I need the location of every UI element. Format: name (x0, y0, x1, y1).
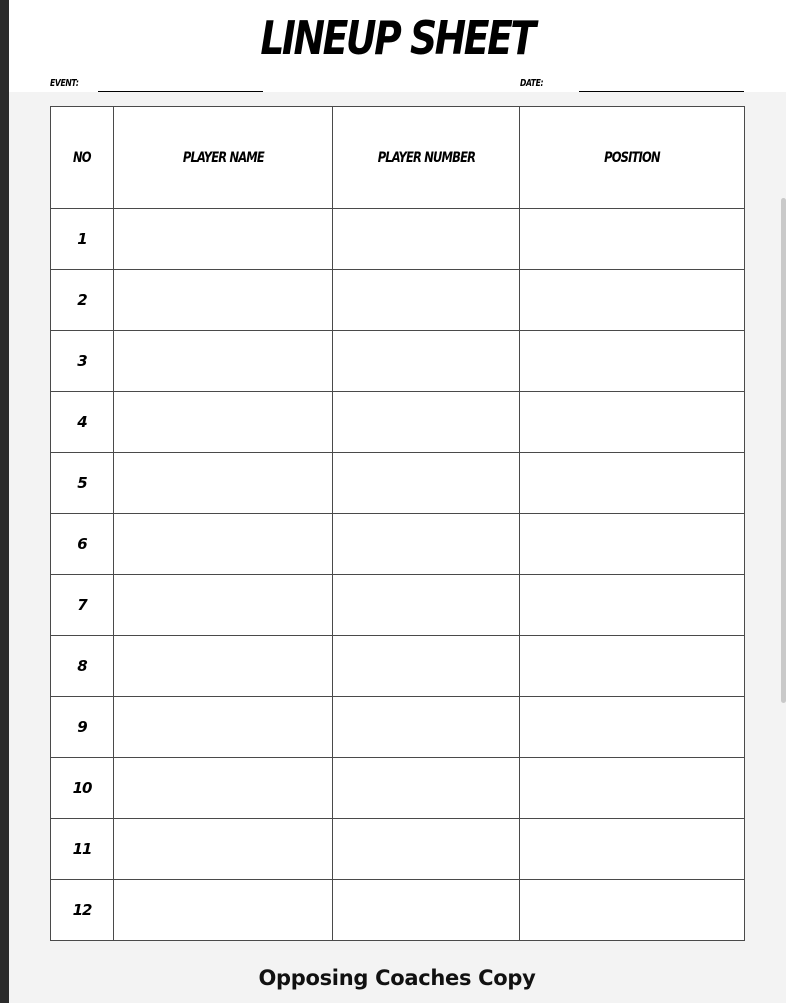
table-row (51, 209, 745, 270)
player-number-cell[interactable] (333, 270, 520, 331)
table-row (51, 514, 745, 575)
row-number: 9 (51, 697, 114, 758)
position-cell[interactable] (520, 514, 745, 575)
player-number-cell[interactable] (333, 331, 520, 392)
header-player-number: PLAYER NUMBER (333, 107, 520, 209)
window-frame-right (786, 0, 794, 1003)
player-number-cell[interactable] (333, 453, 520, 514)
player-name-cell[interactable] (114, 209, 333, 270)
position-cell[interactable] (520, 880, 745, 941)
position-cell[interactable] (520, 636, 745, 697)
player-number-cell[interactable] (333, 880, 520, 941)
header-player-name: PLAYER NAME (114, 107, 333, 209)
header-no: NO (51, 107, 114, 209)
table-row (51, 392, 745, 453)
position-cell[interactable] (520, 331, 745, 392)
row-number: 3 (51, 331, 114, 392)
row-number: 12 (51, 880, 114, 941)
event-field-line[interactable] (98, 91, 263, 92)
table-row (51, 758, 745, 819)
row-number: 1 (51, 209, 114, 270)
date-field-line[interactable] (579, 91, 744, 92)
player-number-cell[interactable] (333, 697, 520, 758)
table-header-row (51, 107, 745, 209)
player-name-cell[interactable] (114, 697, 333, 758)
table-row (51, 697, 745, 758)
player-name-cell[interactable] (114, 514, 333, 575)
player-name-cell[interactable] (114, 575, 333, 636)
table-row (51, 819, 745, 880)
player-name-cell[interactable] (114, 636, 333, 697)
row-number: 10 (51, 758, 114, 819)
player-number-cell[interactable] (333, 392, 520, 453)
event-label: EVENT: (50, 78, 79, 89)
player-name-cell[interactable] (114, 758, 333, 819)
row-number: 5 (51, 453, 114, 514)
table-row (51, 331, 745, 392)
table-row (51, 636, 745, 697)
footer-caption: Opposing Coaches Copy (258, 966, 536, 990)
row-number: 4 (51, 392, 114, 453)
player-name-cell[interactable] (114, 880, 333, 941)
row-number: 7 (51, 575, 114, 636)
player-name-cell[interactable] (114, 819, 333, 880)
player-name-cell[interactable] (114, 331, 333, 392)
table-row (51, 575, 745, 636)
table-row (51, 270, 745, 331)
row-number: 8 (51, 636, 114, 697)
player-name-cell[interactable] (114, 270, 333, 331)
player-number-cell[interactable] (333, 758, 520, 819)
row-number: 11 (51, 819, 114, 880)
header-position: POSITION (520, 107, 745, 209)
player-name-cell[interactable] (114, 453, 333, 514)
player-number-cell[interactable] (333, 209, 520, 270)
position-cell[interactable] (520, 819, 745, 880)
position-cell[interactable] (520, 270, 745, 331)
scrollbar-thumb[interactable] (781, 198, 786, 703)
row-number: 6 (51, 514, 114, 575)
lineup-table (50, 106, 745, 941)
position-cell[interactable] (520, 758, 745, 819)
row-number: 2 (51, 270, 114, 331)
player-name-cell[interactable] (114, 392, 333, 453)
player-number-cell[interactable] (333, 636, 520, 697)
page-title: LINEUP SHEET (260, 11, 534, 65)
player-number-cell[interactable] (333, 575, 520, 636)
player-number-cell[interactable] (333, 819, 520, 880)
table-row (51, 453, 745, 514)
position-cell[interactable] (520, 697, 745, 758)
position-cell[interactable] (520, 453, 745, 514)
window-frame-left (0, 0, 9, 1003)
position-cell[interactable] (520, 209, 745, 270)
position-cell[interactable] (520, 575, 745, 636)
table-row (51, 880, 745, 941)
date-label: DATE: (520, 78, 544, 89)
player-number-cell[interactable] (333, 514, 520, 575)
position-cell[interactable] (520, 392, 745, 453)
